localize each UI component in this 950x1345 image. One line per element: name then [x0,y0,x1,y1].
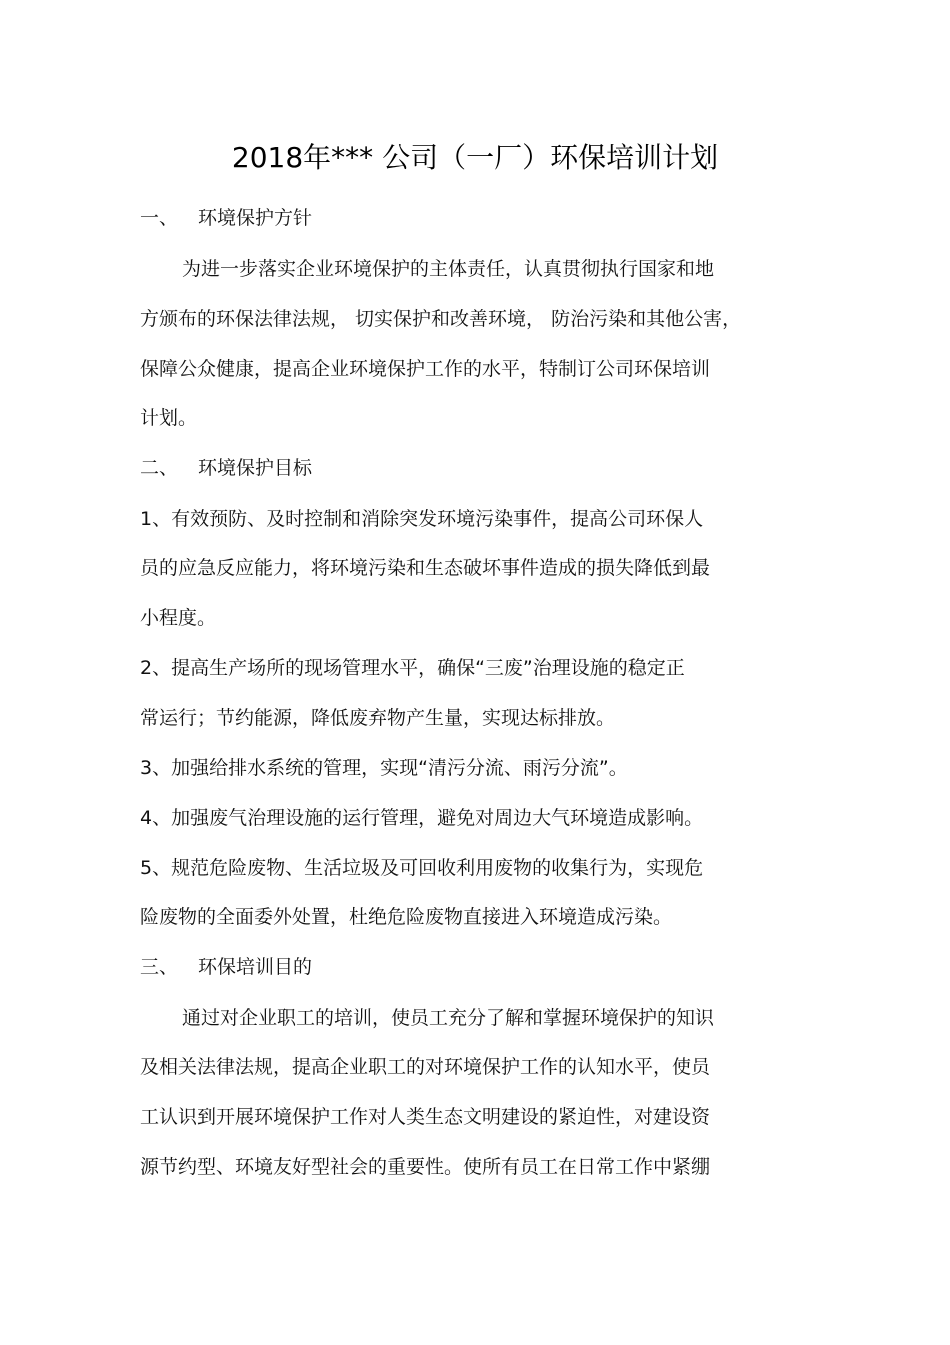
paragraph-line: 员的应急反应能力，将环境污染和生态破坏事件造成的损失降低到最 [140,557,711,579]
paragraph-line: 方颁布的环保法律法规， 切实保护和改善环境， 防治污染和其他公害， [140,308,742,330]
paragraph-line: 3、加强给排水系统的管理，实现“清污分流、雨污分流”。 [140,757,628,779]
paragraph-line: 险废物的全面委外处置，杜绝危险废物直接进入环境造成污染。 [140,906,673,928]
paragraph-line: 1、有效预防、及时控制和消除突发环境污染事件，提高公司环保人 [140,508,704,530]
section-number: 三、 [140,956,179,978]
paragraph-line: 5、规范危险废物、生活垃圾及可回收利用废物的收集行为，实现危 [140,857,704,879]
paragraph-line: 通过对企业职工的培训，使员工充分了解和掌握环境保护的知识 [182,1007,715,1029]
paragraph-line: 计划。 [140,407,198,429]
paragraph-line: 2、提高生产场所的现场管理水平，确保“三废”治理设施的稳定正 [140,657,685,679]
paragraph-line: 及相关法律法规，提高企业职工的对环境保护工作的认知水平，使员 [140,1056,711,1078]
paragraph-line: 小程度。 [140,607,217,629]
section-title: 环境保护方针 [198,207,313,229]
section-number: 一、 [140,207,179,229]
section-number: 二、 [140,457,179,479]
section-title: 环保培训目的 [198,956,313,978]
paragraph-line: 常运行；节约能源，降低废弃物产生量，实现达标排放。 [140,707,616,729]
paragraph-line: 保障公众健康，提高企业环境保护工作的水平，特制订公司环保培训 [140,358,711,380]
paragraph-line: 源节约型、环境友好型社会的重要性。使所有员工在日常工作中紧绷 [140,1156,711,1178]
section-heading-3 [140,952,820,982]
paragraph-line: 4、加强废气治理设施的运行管理，避免对周边大气环境造成影响。 [140,807,704,829]
paragraph-line: 工认识到开展环境保护工作对人类生态文明建设的紧迫性，对建设资 [140,1106,711,1128]
document-title: 2018年*** 公司（一厂）环保培训计划 [231,141,719,174]
paragraph-line: 为进一步落实企业环境保护的主体责任，认真贯彻执行国家和地 [182,258,715,280]
section-heading-2 [140,453,820,483]
section-title: 环境保护目标 [198,457,313,479]
section-heading-1 [140,203,820,233]
